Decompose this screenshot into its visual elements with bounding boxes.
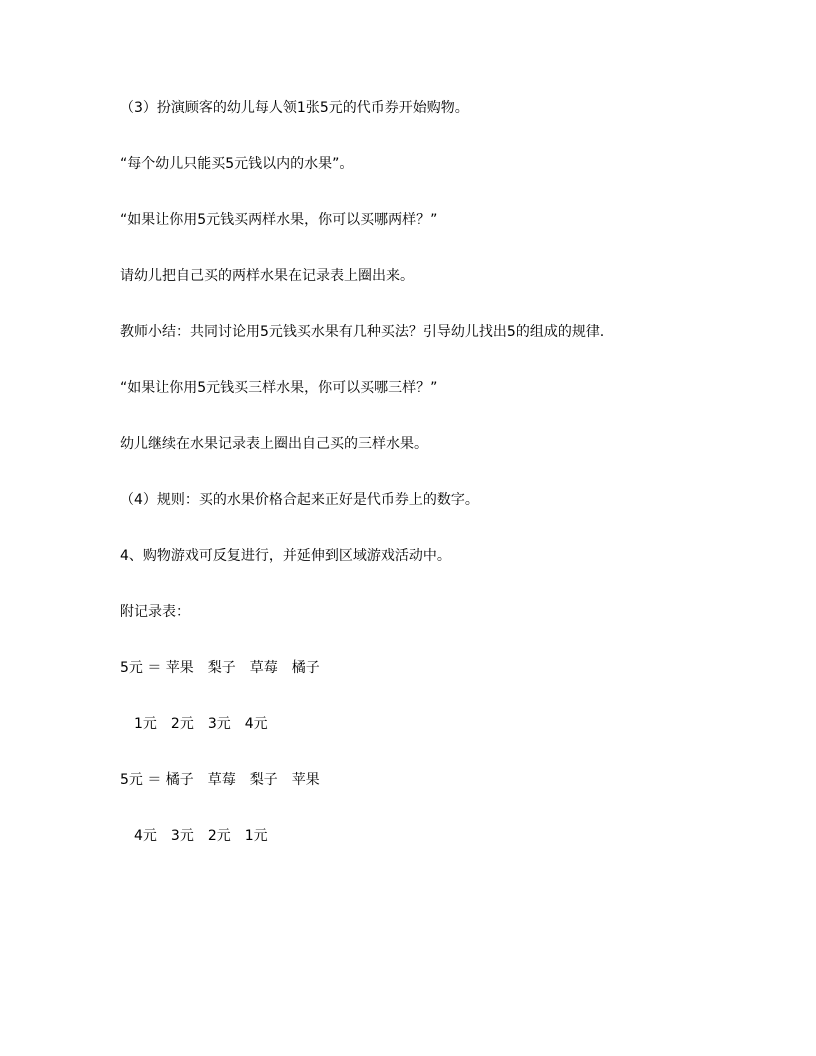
paragraph-five-yuan-limit: “每个幼儿只能买5元钱以内的水果”。 — [120, 156, 354, 172]
paragraph-three-fruits-question: “如果让你用5元钱买三样水果，你可以买哪三样？” — [120, 380, 438, 396]
paragraph-circle-two-fruits: 请幼儿把自己买的两样水果在记录表上圈出来。 — [120, 268, 414, 284]
paragraph-repeat-game: 4、购物游戏可反复进行，并延伸到区域游戏活动中。 — [120, 548, 451, 564]
record-row-1-fruits: 5元 ＝ 苹果 梨子 草莓 橘子 — [120, 660, 320, 676]
paragraph-circle-three-fruits: 幼儿继续在水果记录表上圈出自己买的三样水果。 — [120, 436, 428, 452]
record-row-2-fruits: 5元 ＝ 橘子 草莓 梨子 苹果 — [120, 772, 320, 788]
paragraph-shopping-start: （3）扮演顾客的幼儿每人领1张5元的代币券开始购物。 — [120, 100, 469, 116]
paragraph-record-table-heading: 附记录表： — [120, 604, 190, 620]
paragraph-two-fruits-question: “如果让你用5元钱买两样水果，你可以买哪两样？” — [120, 212, 438, 228]
record-row-1-prices: 1元 2元 3元 4元 — [120, 716, 268, 732]
record-row-2-prices: 4元 3元 2元 1元 — [120, 828, 268, 844]
paragraph-rules: （4）规则：买的水果价格合起来正好是代币券上的数字。 — [120, 492, 479, 508]
paragraph-teacher-summary: 教师小结：共同讨论用5元钱买水果有几种买法？引导幼儿找出5的组成的规律. — [120, 324, 605, 340]
